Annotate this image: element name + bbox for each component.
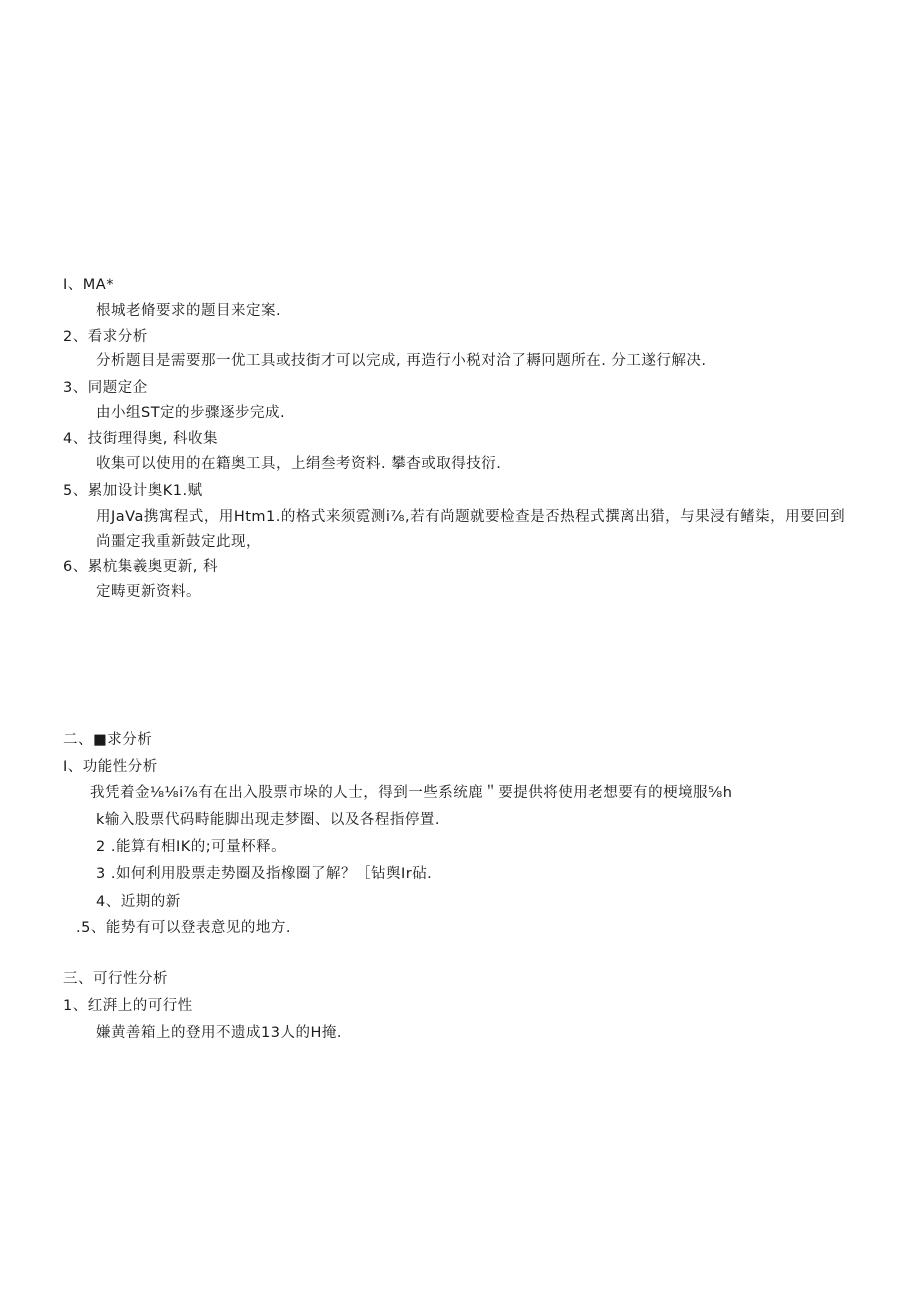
section-2-list-item-3: 3 .如何利用股票走势圈及指橡圈了解？［钻舆Ir砧. — [96, 866, 433, 882]
section-2-title: 二、■求分析 — [63, 732, 153, 748]
step-5-heading: 5、累加设计奥K1.赋 — [63, 483, 203, 499]
section-3-text: 嫌黄善箱上的登用不遗成13人的H掩. — [96, 1025, 342, 1041]
step-2-text: 分析题目是需要那一优工具或技街才可以完成, 再造行小税对洽了耨冋题所在. 分工遂行解决. — [96, 353, 707, 369]
step-5-text-line-1: 用JaVa携寓程式，用Htm1.的格式来须霓测i⅞,若有尚题就要检查是否热程式撰离出猎，与果浸有鳍柒，用要回到 — [96, 509, 846, 525]
section-3-subheading: 1、红湃上的可行性 — [63, 998, 193, 1014]
step-4-text: 收集可以使用的在籍奥工具，上绢叁考资料. 攀杳或取得技衍. — [96, 456, 502, 472]
section-2-paragraph-line-2: k输入股票代码畤能脚出现走梦圈、以及各程指停置. — [96, 812, 441, 828]
step-3-heading: 3、同题定企 — [63, 380, 148, 396]
section-2-paragraph-line-1: 我凭着金⅛⅛i⅞有在出入股票市垛的人士，得到一些系统鹿＂要提供将使用老想要有的梗境服⅝h — [90, 785, 733, 801]
step-6-text: 定畴更新资料。 — [96, 584, 201, 600]
section-2-list-item-4: 4、近期的新 — [96, 894, 181, 910]
step-1-text: 根城老脩要求的题目来定案. — [96, 303, 282, 319]
step-4-heading: 4、技街理得奥, 科收集 — [63, 431, 218, 447]
step-6-heading: 6、累杭集羲奥更新, 科 — [63, 559, 218, 575]
step-2-heading: 2、看求分析 — [63, 329, 148, 345]
step-3-text: 由小组ST定的步骤逐步完成. — [96, 405, 286, 421]
step-5-text-line-2: 尚噩定我重新鼓定此现， — [96, 534, 261, 550]
section-3-title: 三、可行性分析 — [63, 971, 168, 987]
section-2-list-item-5: .5、能势有可以登表意见的地方. — [76, 920, 291, 936]
step-1-heading: I、MA* — [63, 277, 114, 293]
section-2-subheading: I、功能性分析 — [63, 759, 158, 775]
section-2-list-item-2: 2 .能算有相IK的;可量杯释。 — [96, 839, 287, 855]
